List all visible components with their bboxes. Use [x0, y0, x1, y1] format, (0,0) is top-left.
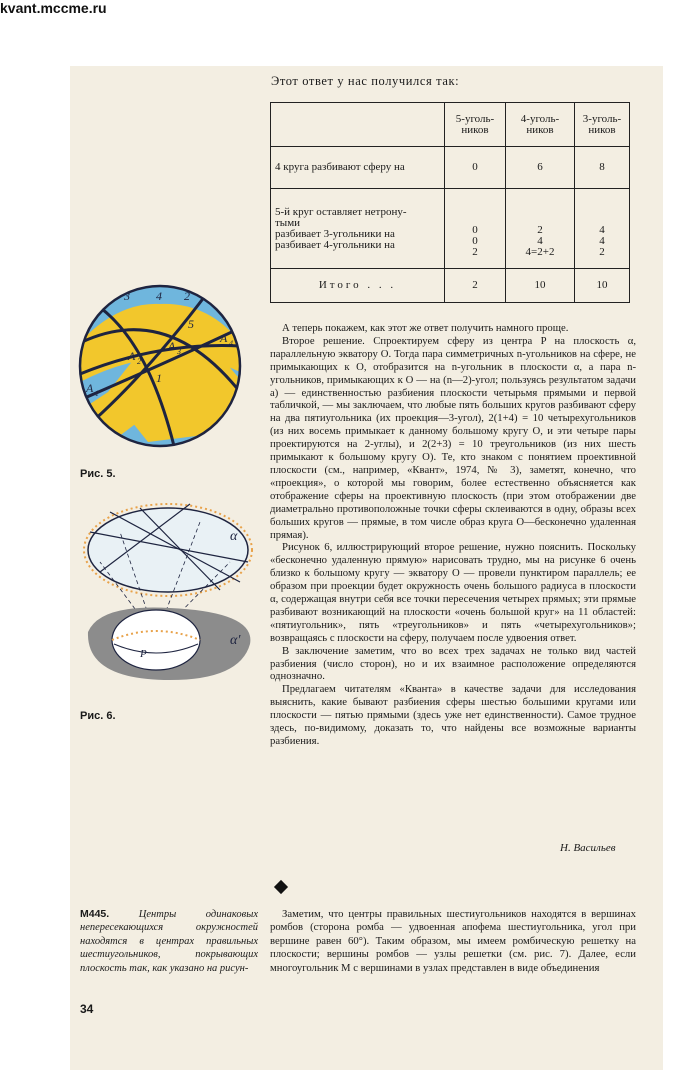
- problem-m445: [80, 908, 258, 975]
- alpha-label: α: [230, 529, 238, 544]
- point-p-label: P: [140, 648, 147, 660]
- label: 4: [229, 339, 233, 348]
- paragraph: Предлагаем читателям «Кванта» в качестве задачи для исследования выяснить, какие бывают разбиения сферы шестью большими кругами или плоскости — пятью прямыми (здесь уже нет единственности). Самое трудное здесь, по-видимому, доказать то, что найдены все возможные варианты разбиения.: [270, 683, 636, 747]
- paragraph: Второе решение. Спроектируем сферу из центра P на плоскость α, параллельную экватору O. Тогда пара симметричных n-угольников на сфере, не примыкающих к O, отобразится на n-угольник в плоскости α, а пара n-угольников, примыкающих к O — на (n—2)-угол; пользуясь результатом задачи а) — единственностью разбиения плоскости четырьмя прямыми и первой табличкой, — мы заключаем, что любые пять больших кругов разбивают сферу на два пятиугольника (их проекция—3-угол), 2(1+4) = 10 четырехугольников (из них восемь примыкает к данному большому кругу O, и эти четыре пары проектируются на 2-углы), и 2(2+3) = 10 треугольников (из них шесть примыкают к большому кругу O). Те, кто знаком с понятием проективной плоскости (см., например, «Квант», 1974, № 3), заметят, конечно, что «проекция», о которой мы говорим, более естественно объясняется как отображение сферы на проективную плоскость (при этом отображении две диаметрально противоположные точки сферы склеиваются в одну, образы всех больших кругов — прямые, в том числе образ круга O—бесконечно удаленная прямая).: [270, 334, 636, 541]
- paragraph: Рисунок 6, иллюстрирующий второе решение, нужно пояснить. Поскольку «бесконечно удаленную прямую» нарисовать трудно, мы на рисунке 6 очень близко к большому кругу — экватору O — провели пунктиром параллель; ее образом при проекции будет окружность очень большого радиуса в плоскости α, содержащая внутри себя все точки пересечения четырех прямых; эти прямые разбивают возникающий на плоскости «очень большой круг» на 11 областей: «пятиугольник», пять «треугольников» и пять «четырехугольников»; возвращаясь с плоскости на сферу, получаем после удвоения ответ.: [270, 541, 636, 644]
- table-cell: 4 4 2: [575, 189, 630, 269]
- table-row-label: 5-й круг оставляет нетрону- тыми разбивает 3-угольники на разбивает 4-угольники на: [271, 189, 445, 269]
- problem-text: Центры одинаковых непересекающихся окружностей находятся в центрах правильных шестиугольников, покрывающих плоскость так, как указано на рисун-: [80, 909, 258, 974]
- alpha-prime-label: α′: [230, 633, 241, 648]
- page-number: 34: [80, 1002, 94, 1016]
- label: 2: [137, 357, 141, 366]
- label: A: [220, 331, 228, 345]
- figure-5-caption: Рис. 5.: [80, 468, 116, 480]
- label: 5: [188, 317, 194, 331]
- solution-continuation: Заметим, что центры правильных шестиугольников находятся в вершинах ромбов (сторона ромба — удвоенная апофема шестиугольника, угол при вершине равен 60°). Таким образом, мы имеем ромбическую решетку на плоскости; вершины ромбов — узлы решетки (см. рис. 7). Далее, если многоугольник M с вершинами в узлах представлен в виде объединения: [270, 908, 636, 974]
- table-cell: 2: [445, 269, 506, 303]
- table-corner: [271, 103, 445, 147]
- table-total-label: Итого . . .: [271, 269, 445, 303]
- table-cell: 6: [506, 147, 575, 189]
- sphere-figure-5: [78, 282, 248, 452]
- paragraph: А теперь покажем, как этот же ответ получить намного проще.: [282, 322, 569, 334]
- author-signature: Н. Васильев: [560, 842, 616, 854]
- paragraph: В заключение заметим, что во всех трех задачах не только вид частей разбиения (число сторон), но и их взаимное расположение определяются однозначно.: [270, 644, 636, 683]
- label: A: [86, 381, 94, 395]
- table-cell: 10: [506, 269, 575, 303]
- intro-text: Этот ответ у нас получился так:: [271, 74, 460, 88]
- table-header: 5-уголь- ников: [445, 103, 506, 147]
- label: 2: [184, 289, 190, 303]
- label: 1: [156, 371, 162, 385]
- label: 3: [177, 347, 181, 356]
- projection-figure-6: [80, 492, 270, 702]
- article-body: [270, 322, 636, 748]
- label: A: [168, 339, 176, 353]
- label: A: [128, 349, 136, 363]
- table-row-label: 4 круга разбивают сферу на: [271, 147, 445, 189]
- label: 3: [124, 289, 130, 303]
- table-header: 3-уголь- ников: [575, 103, 630, 147]
- site-header[interactable]: kvant.mccme.ru: [0, 0, 107, 16]
- table-cell: 2 4 4=2+2: [506, 189, 575, 269]
- table-cell: 0 0 2: [445, 189, 506, 269]
- sphere-small: [112, 610, 200, 670]
- table-header: 4-уголь- ников: [506, 103, 575, 147]
- problem-number: М445.: [80, 908, 110, 920]
- label: 1: [95, 389, 99, 398]
- figure-6-caption: Рис. 6.: [80, 710, 116, 722]
- label: 4: [156, 289, 162, 303]
- table-cell: 0: [445, 147, 506, 189]
- table-cell: 8: [575, 147, 630, 189]
- results-table: [270, 102, 630, 303]
- table-cell: 10: [575, 269, 630, 303]
